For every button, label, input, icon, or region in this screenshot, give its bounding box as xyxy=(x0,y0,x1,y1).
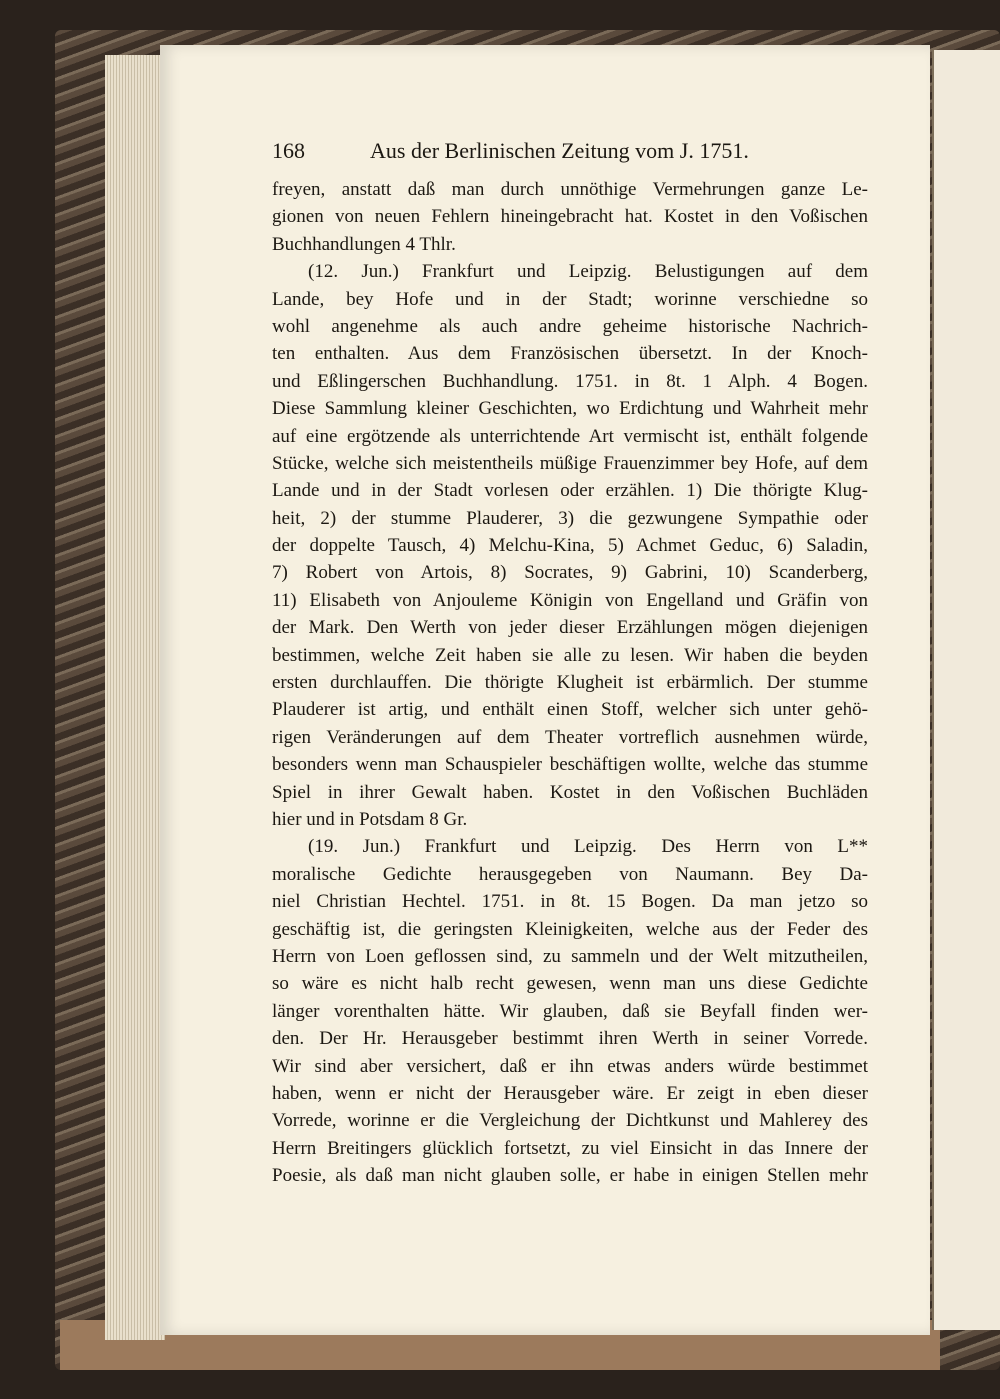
running-title: Aus der Berlinischen Zeitung vom J. 1751. xyxy=(370,138,749,163)
text-line: bestimmen, welche Zeit haben sie alle zu lesen. Wir haben die beyden xyxy=(272,644,868,666)
text-line: auf eine ergötzende als unterrichtende Art vermischt ist, enthält folgende xyxy=(272,425,868,447)
text-line: niel Christian Hechtel. 1751. in 8t. 15 Bogen. Da man jetzo so xyxy=(272,891,868,913)
text-line: der Mark. Den Werth von jeder dieser Erzählungen mögen diejenigen xyxy=(272,617,868,639)
text-line: Lande und in der Stadt vorlesen oder erzählen. 1) Die thörigte Klug- xyxy=(272,480,868,502)
text-line: Poesie, als daß man nicht glauben solle, er habe in einigen Stellen mehr xyxy=(272,1165,868,1187)
text-line: Plauderer ist artig, und enthält einen Stoff, welcher sich unter gehö- xyxy=(272,699,868,721)
text-line: geschäftig ist, die geringsten Kleinigkeiten, welche aus der Feder des xyxy=(272,918,868,940)
text-line: Stücke, welche sich meistentheils müßige Frauenzimmer bey Hofe, auf dem xyxy=(272,452,868,474)
text-line: (12. Jun.) Frankfurt und Leipzig. Belustigungen auf dem xyxy=(308,261,868,283)
text-line: 11) Elisabeth von Anjouleme Königin von Engelland und Gräfin von xyxy=(272,589,868,611)
text-line: 7) Robert von Artois, 8) Socrates, 9) Gabrini, 10) Scanderberg, xyxy=(272,562,868,584)
text-line: haben, wenn er nicht der Herausgeber wäre. Er zeigt in eben dieser xyxy=(272,1082,868,1104)
text-line: rigen Veränderungen auf dem Theater vortreflich ausnehmen würde, xyxy=(272,726,868,748)
text-line: der doppelte Tausch, 4) Melchu-Kina, 5) Achmet Geduc, 6) Saladin, xyxy=(272,535,868,557)
text-line: Vorrede, worinne er die Vergleichung der Dichtkunst und Mahlerey des xyxy=(272,1110,868,1132)
text-line: (19. Jun.) Frankfurt und Leipzig. Des Herrn von L** xyxy=(308,836,868,858)
text-line: gionen von neuen Fehlern hineingebracht hat. Kostet in den Voßischen xyxy=(272,206,868,228)
text-line: moralische Gedichte herausgegeben von Naumann. Bey Da- xyxy=(272,863,868,885)
text-line: hier und in Potsdam 8 Gr. xyxy=(272,808,468,830)
text-line: Wir sind aber versichert, daß er ihn etwas anders würde bestimmet xyxy=(272,1055,868,1077)
text-line: so wäre es nicht halb recht gewesen, wenn man uns diese Gedichte xyxy=(272,973,868,995)
text-line: Buchhandlungen 4 Thlr. xyxy=(272,233,456,255)
text-line: Spiel in ihrer Gewalt haben. Kostet in den Voßischen Buchläden xyxy=(272,781,868,803)
text-line: wohl angenehme als auch andre geheime historische Nachrich- xyxy=(272,315,868,337)
text-line: Herrn von Loen geflossen sind, zu sammeln und der Welt mitzutheilen, xyxy=(272,945,868,967)
text-line: ersten durchlauffen. Die thörigte Klugheit ist erbärmlich. Der stumme xyxy=(272,672,868,694)
text-line: länger vorenthalten hätte. Wir glauben, daß sie Beyfall finden wer- xyxy=(272,1000,868,1022)
page-number: 168 xyxy=(272,138,305,163)
text-line: und Eßlingerschen Buchhandlung. 1751. in 8t. 1 Alph. 4 Bogen. xyxy=(272,370,868,392)
text-line: besonders wenn man Schauspieler beschäftigen wollte, welche das stumme xyxy=(272,754,868,776)
text-line: Diese Sammlung kleiner Geschichten, wo Erdichtung und Wahrheit mehr xyxy=(272,398,868,420)
text-line: Herrn Breitingers glücklich fortsetzt, zu viel Einsicht in das Innere der xyxy=(272,1137,868,1159)
page-body-text xyxy=(272,176,868,1189)
text-line: Lande, bey Hofe und in der Stadt; worinne verschiedne so xyxy=(272,288,868,310)
text-line: freyen, anstatt daß man durch unnöthige Vermehrungen ganze Le- xyxy=(272,179,868,200)
facing-page xyxy=(932,50,1000,1330)
text-line: heit, 2) der stumme Plauderer, 3) die gezwungene Sympathie oder xyxy=(272,507,868,529)
text-line: den. Der Hr. Herausgeber bestimmt ihren Werth in seiner Vorrede. xyxy=(272,1028,868,1050)
page-header xyxy=(272,138,868,168)
text-line: ten enthalten. Aus dem Französischen übersetzt. In der Knoch- xyxy=(272,343,868,365)
page-edges xyxy=(105,55,165,1340)
